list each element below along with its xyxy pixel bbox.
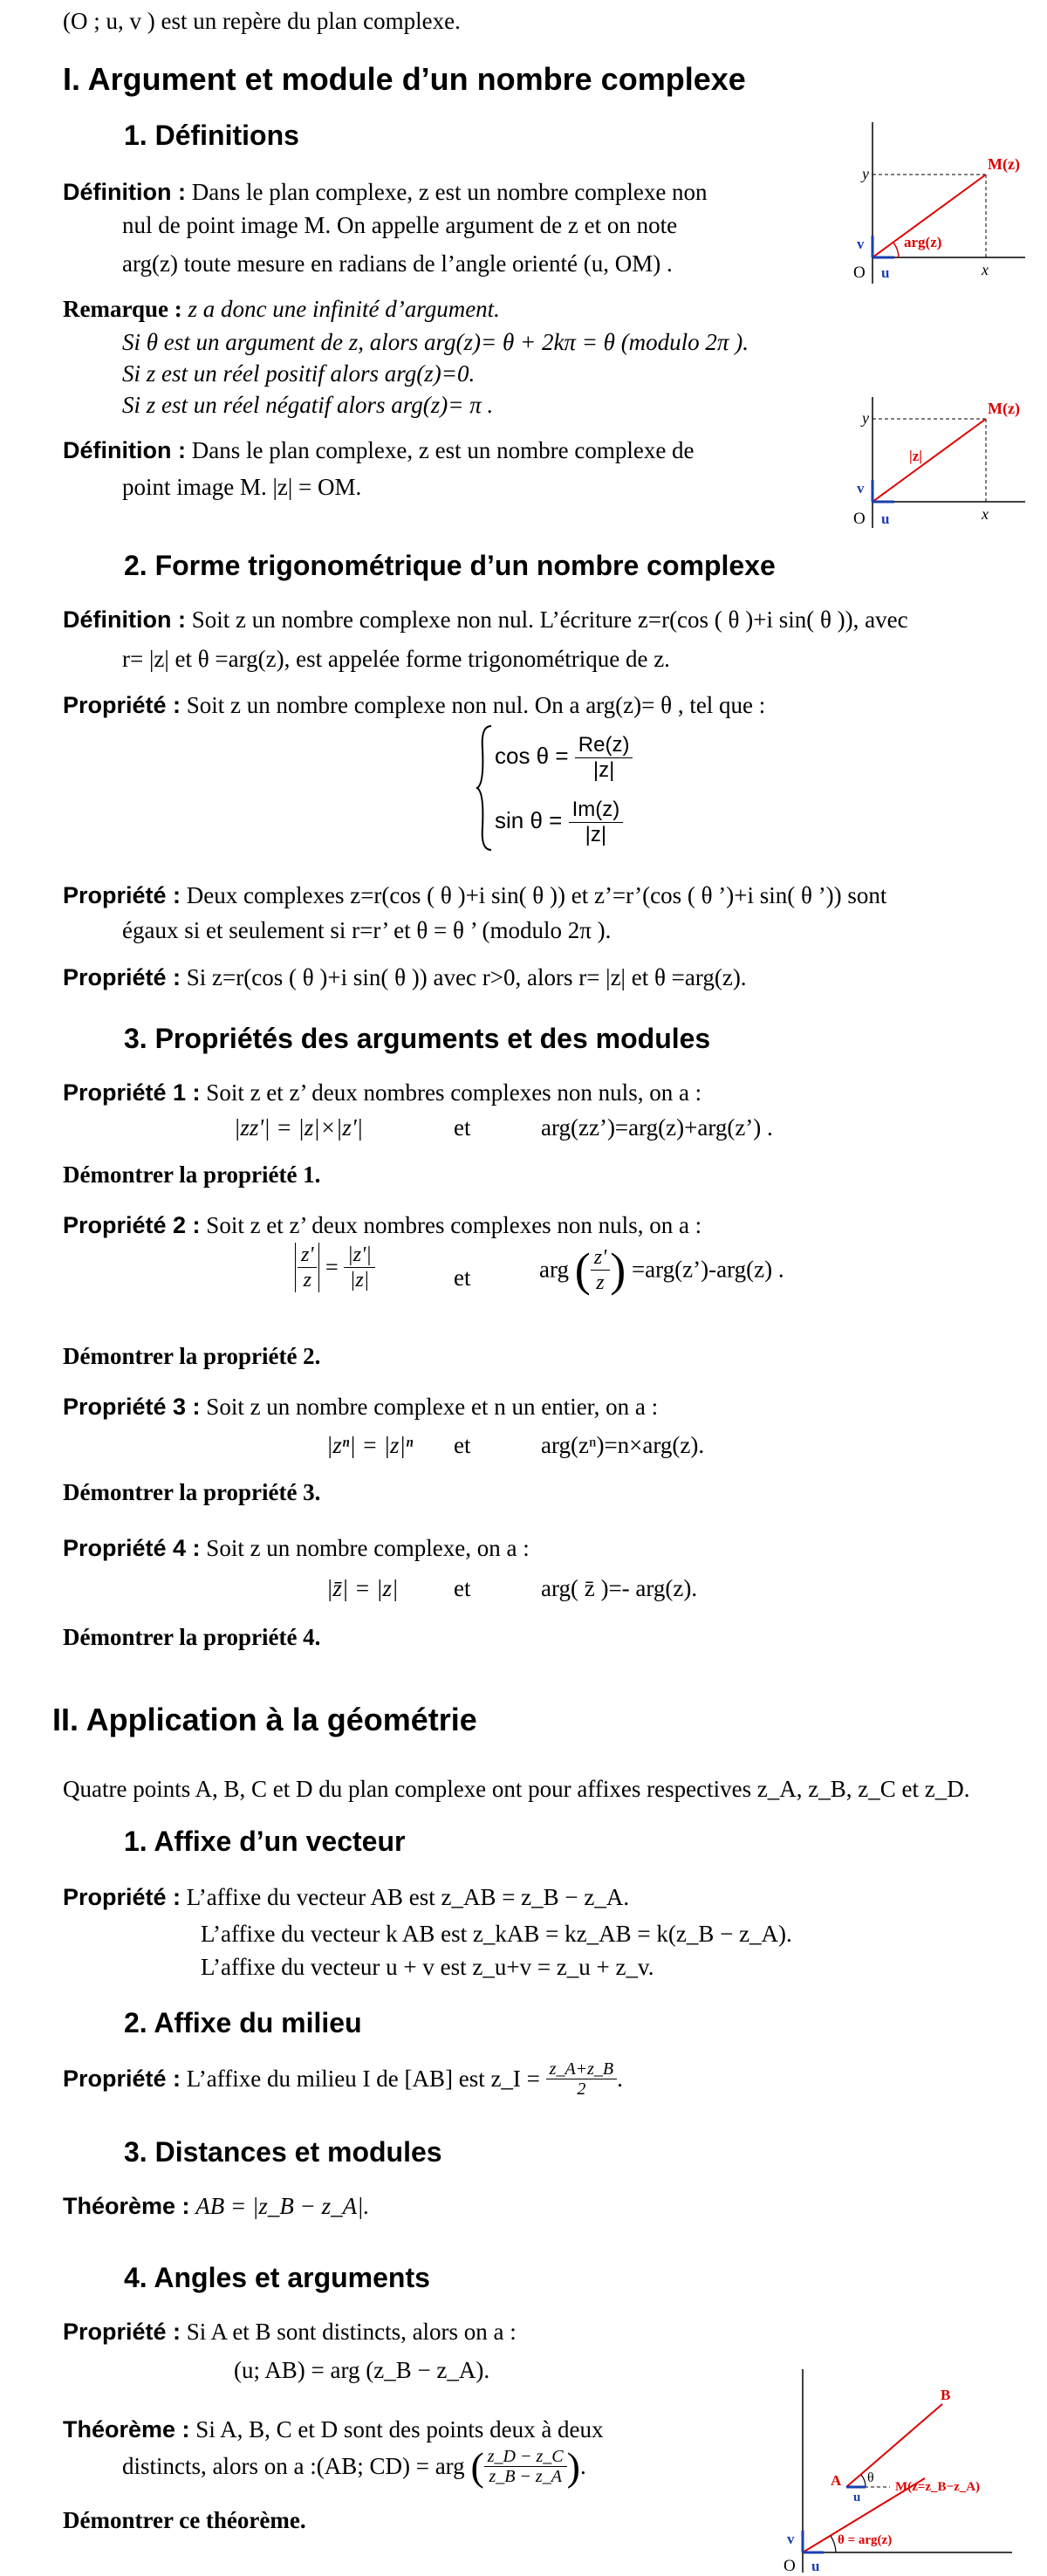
left-paren: (	[470, 2444, 484, 2489]
cos-fraction	[575, 733, 633, 783]
rhs-denominator: |z|	[349, 1269, 370, 1291]
mod-numerator: z'	[298, 1243, 317, 1268]
property-text: Soit z et z’ deux nombres complexes non nuls, on a :	[206, 1212, 702, 1238]
midpoint-denominator: 2	[577, 2079, 586, 2099]
m-label: M(z=z_B−z_A)	[895, 2480, 981, 2494]
definition-3-line-2: r= |z| et θ =arg(z), est appelée forme trigonométrique de z.	[122, 646, 670, 672]
property-midpoint: Propriété : L’affixe du milieu I de [AB] est z_I = $\frac{z\_A+z\_B}{2}$ .	[63, 2059, 623, 2099]
m-label: M(z)	[988, 155, 1020, 173]
definition-text: Dans le plan complexe, z est un nombre complexe de	[191, 437, 695, 463]
theorem-text: AB = |z_B − z_A|.	[195, 2193, 370, 2219]
property-label: Propriété :	[63, 2319, 181, 2345]
brace-icon	[476, 723, 495, 853]
figure-argument	[838, 113, 1030, 288]
cos-equation	[495, 730, 633, 783]
right-paren: )	[566, 2444, 580, 2489]
cos-numerator: Re(z)	[575, 733, 633, 758]
definition-text: Dans le plan complexe, z est un nombre complexe non	[191, 179, 708, 205]
v-label: v	[857, 236, 865, 252]
definition-label: Définition :	[63, 437, 186, 463]
property-2-argument	[539, 1243, 784, 1321]
property-label: Propriété :	[63, 692, 181, 718]
angle-arc	[861, 2475, 866, 2487]
definition-1-line-3: arg(z) toute mesure en radians de l’angle orienté (u, OM) .	[122, 250, 673, 277]
y-label: y	[862, 165, 869, 182]
subsection-2-1-title: 1. Affixe d’un vecteur	[124, 1826, 406, 1857]
abs-bars	[295, 1243, 319, 1292]
subsection-1-2-title: 2. Forme trigonométrique d’un nombre complexe	[124, 550, 776, 581]
property-trig-form	[63, 960, 747, 995]
sin-numerator: Im(z)	[569, 798, 624, 823]
property-3-modulus: |zⁿ| = |z|ⁿ	[326, 1432, 414, 1458]
ab-vector	[846, 2404, 942, 2487]
theorem-angle-text: distincts, alors on a :(AB; CD) = arg	[122, 2453, 465, 2479]
v-label: v	[787, 2531, 795, 2547]
section-1-title: I. Argument et module d’un nombre complexe	[63, 61, 746, 97]
sin-fraction	[569, 798, 624, 847]
figure-modulus	[838, 393, 1030, 532]
property-label: Propriété 2 :	[63, 1212, 201, 1238]
midpoint-fraction	[546, 2059, 618, 2099]
u-label: u	[881, 264, 890, 281]
origin-label: O	[784, 2557, 796, 2574]
property-text: Soit z un nombre complexe et n un entier, on a :	[206, 1394, 659, 1420]
theorem-numerator: z_D − z_C	[484, 2447, 567, 2467]
property-label: Propriété 3 :	[63, 1394, 201, 1420]
remark-line-3: Si z est un réel positif alors arg(z)=0.	[122, 360, 476, 387]
remark-line-4: Si z est un réel négatif alors arg(z)= π .	[122, 392, 494, 418]
property-label: Propriété :	[63, 2066, 181, 2092]
theorem-distance	[63, 2189, 369, 2223]
property-2	[63, 1208, 701, 1243]
arg-denominator: z	[596, 1271, 605, 1294]
property-vector-line-2: L’affixe du vecteur k AB est z_kAB = kz_AB = k(z_B − z_A).	[201, 1921, 792, 1947]
property-4-argument: arg( z̄ )=- arg(z).	[541, 1575, 698, 1601]
subsection-1-1-title: 1. Définitions	[124, 120, 299, 151]
theorem-text: Si A, B, C et D sont des points deux à deux	[195, 2416, 604, 2442]
m-label: M(z)	[988, 400, 1020, 417]
subsection-2-3-title: 3. Distances et modules	[124, 2136, 442, 2168]
property-equality	[63, 878, 886, 913]
definition-2-line-2: point image M. |z| = OM.	[122, 474, 362, 500]
u-label: u	[811, 2558, 820, 2574]
property-text: L’affixe du milieu I de [AB] est z_I =	[186, 2066, 540, 2092]
v-label: v	[857, 480, 865, 497]
om-vector	[872, 419, 986, 502]
prove-property-2: Démontrer la propriété 2.	[63, 1343, 321, 1369]
arg-numerator: z'	[591, 1245, 610, 1271]
mod-label: |z|	[909, 448, 923, 464]
origin-label: O	[853, 510, 866, 528]
property-1-argument: arg(zz’)=arg(z)+arg(z’) .	[541, 1114, 773, 1141]
property-equality-line-2: égaux si et seulement si r=r’ et θ = θ ’ (modulo 2π ).	[122, 917, 612, 943]
property-text: Soit z et z’ deux nombres complexes non nuls, on a :	[206, 1079, 702, 1106]
et-word: et	[454, 1432, 471, 1458]
property-label: Propriété :	[63, 1884, 181, 1910]
theta-label: θ	[867, 2470, 874, 2485]
b-label: B	[941, 2387, 951, 2403]
mod-denominator: z	[303, 1269, 311, 1291]
definition-text: Soit z un nombre complexe non nul. L’écriture z=r(cos ( θ )+i sin( θ )), avec	[191, 606, 908, 633]
sin-denominator: |z|	[585, 822, 607, 846]
arg-fraction	[591, 1245, 610, 1295]
cos-denominator: |z|	[592, 757, 615, 782]
remark	[63, 291, 500, 326]
property-label: Propriété :	[63, 964, 181, 990]
u-label: u	[881, 510, 890, 527]
sin-equation	[495, 794, 623, 847]
arg-label: θ = arg(z)	[838, 2533, 893, 2547]
property-2-modulus	[295, 1243, 375, 1321]
property-angle-formula: (u; AB) = arg (z_B − z_A).	[234, 2357, 490, 2383]
property-1	[63, 1075, 701, 1110]
u-label-a: u	[853, 2490, 861, 2504]
definition-2	[63, 433, 695, 468]
property-trig	[63, 688, 765, 723]
property-text: L’affixe du vecteur AB est z_AB = z_B − z_A.	[186, 1884, 630, 1910]
mod-fraction	[298, 1243, 317, 1292]
definition-1-line-2: nul de point image M. On appelle argument de z et on note	[122, 212, 678, 238]
definition-1	[63, 175, 708, 209]
prove-property-4: Démontrer la propriété 4.	[63, 1624, 321, 1650]
property-4-modulus: |z̄| = |z|	[326, 1575, 399, 1601]
x-label: x	[982, 505, 989, 523]
cos-lhs: cos θ =	[495, 743, 569, 769]
property-text: Soit z un nombre complexe non nul. On a arg(z)= θ , tel que :	[186, 692, 766, 718]
midpoint-numerator: z_A+z_B	[546, 2059, 618, 2079]
property-angle	[63, 2314, 517, 2349]
remark-label: Remarque :	[63, 296, 182, 322]
prove-property-1: Démontrer la propriété 1.	[63, 1161, 321, 1188]
theorem-label: Théorème :	[63, 2416, 190, 2442]
property-3	[63, 1389, 658, 1424]
angle-arc-origin	[831, 2536, 836, 2552]
section-2-intro: Quatre points A, B, C et D du plan complexe ont pour affixes respectives z_A, z_B, z_C et z_D.	[63, 1776, 970, 1802]
theorem-fraction	[484, 2447, 567, 2486]
remark-line-2: Si θ est un argument de z, alors arg(z)= θ + 2kπ = θ (modulo 2π ).	[122, 329, 749, 355]
prove-property-3: Démontrer la propriété 3.	[63, 1479, 321, 1505]
rhs-numerator: |z'|	[344, 1243, 375, 1268]
property-text: Si z=r(cos ( θ )+i sin( θ )) avec r>0, alors r= |z| et θ =arg(z).	[186, 964, 747, 990]
trig-system	[476, 723, 702, 853]
arg-word: arg	[539, 1256, 569, 1283]
et-word: et	[454, 1114, 471, 1141]
section-2-title: II. Application à la géométrie	[52, 1702, 477, 1737]
theorem-denominator: z_B − z_A	[489, 2467, 562, 2486]
definition-label: Définition :	[63, 179, 186, 205]
prove-theorem: Démontrer ce théorème.	[63, 2507, 306, 2533]
definition-3	[63, 602, 908, 637]
subsection-2-4-title: 4. Angles et arguments	[124, 2262, 430, 2293]
property-text: Deux complexes z=r(cos ( θ )+i sin( θ )) et z’=r’(cos ( θ ’)+i sin( θ ’)) sont	[186, 882, 887, 908]
property-3-argument: arg(zⁿ)=n×arg(z).	[541, 1432, 705, 1458]
theorem-label: Théorème :	[63, 2193, 190, 2219]
y-label: y	[862, 409, 869, 427]
property-label: Propriété 1 :	[63, 1079, 201, 1106]
et-word: et	[454, 1575, 471, 1601]
et-word: et	[454, 1264, 471, 1291]
x-label: x	[982, 261, 989, 278]
intro-line: (O ; u, v ) est un repère du plan complexe.	[63, 8, 461, 34]
subsection-2-2-title: 2. Affixe du milieu	[124, 2007, 362, 2038]
property-1-modulus: |zz'| = |z|×|z'|	[234, 1114, 364, 1141]
left-paren: (	[574, 1243, 591, 1296]
remark-text: z a donc une infinité d’argument.	[188, 296, 500, 322]
right-paren: )	[610, 1243, 626, 1296]
property-4	[63, 1531, 530, 1565]
mod-rhs-fraction	[344, 1243, 375, 1292]
property-vector	[63, 1880, 629, 1915]
figure-angles	[768, 2365, 1030, 2574]
arg-label: arg(z)	[904, 234, 942, 250]
a-label: A	[831, 2472, 842, 2489]
angle-arc	[893, 243, 899, 257]
property-vector-line-3: L’affixe du vecteur u + v est z_u+v = z_u + z_v.	[201, 1954, 654, 1980]
theorem-angle-line-2: distincts, alors on a :(AB; CD) = arg ( $\frac{z\_D - z\_C}{z\_B - z\_A}$ ).	[122, 2444, 586, 2489]
property-label: Propriété 4 :	[63, 1535, 201, 1561]
theorem-angle	[63, 2412, 604, 2447]
subsection-1-3-title: 3. Propriétés des arguments et des modules	[124, 1023, 711, 1054]
equals-sign: =	[325, 1254, 339, 1280]
property-label: Propriété :	[63, 882, 181, 908]
property-text: Soit z un nombre complexe, on a :	[206, 1535, 530, 1561]
property-text: Si A et B sont distincts, alors on a :	[186, 2319, 517, 2345]
arg-rhs: =arg(z’)-arg(z) .	[631, 1256, 784, 1283]
origin-label: O	[853, 264, 866, 282]
definition-label: Définition :	[63, 606, 186, 633]
sin-lhs: sin θ =	[495, 807, 563, 833]
